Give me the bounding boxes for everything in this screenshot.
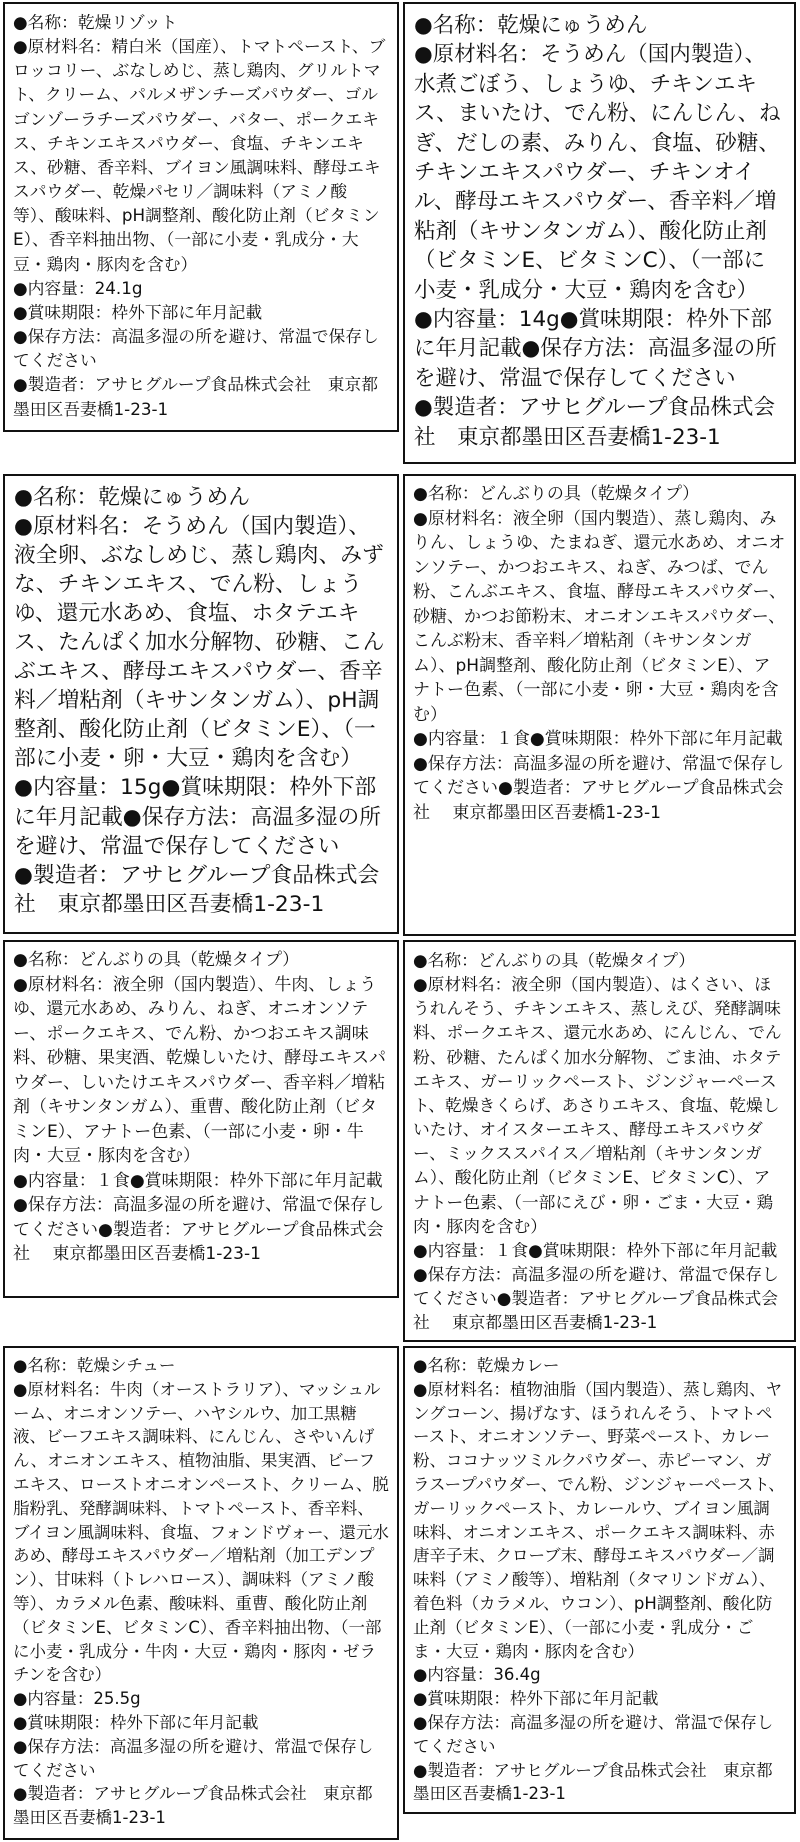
product-name: ●名称：乾燥にゅうめん [414,13,648,38]
label-card-donburi-oyako [403,474,796,936]
net-content: ●内容量：36.4g [413,1665,541,1685]
label-card-dried-risotto [3,2,399,432]
product-name: ●名称：乾燥シチュー [13,1356,176,1375]
manufacturer: ●製造者：アサヒグループ食品株式会社 東京都墨田区吾妻橋1-23-1 [414,395,776,450]
ingredients: ●原材料名：植物油脂（国内製造）、蒸し鶏肉、ヤングコーン、揚げなす、ほうれんそう、トマトペースト、オニオンソテー、野菜ペースト、カレー粉、ココナッツミルクパウダー、赤ピーマン、ガラスープパウダー、でん粉、ジンジャーペースト、ガーリックペースト、カレールウ、ブイヨン風調味料、オニオンエキス、ポークエキス調味料、赤唐辛子末、クローブ末、酵母エキスパウダー／調味料（アミノ酸等）、増粘剤（タマリンドガム）、着色料（カラメル、ウコン）、pH調整剤、酸化防止剤（ビタミンE）、（一部に小麦・乳成分・ごま・大豆・鶏肉・豚肉を含む） [413,1379,785,1661]
content-expiry-storage-manufacturer: ●内容量：１食●賞味期限：枠外下部に年月記載●保存方法：高温多湿の所を避け、常温で保存してください●製造者：アサヒグループ食品株式会社 東京都墨田区吾妻橋1-23-1 [413,729,785,823]
storage: ●保存方法：高温多湿の所を避け、常温で保存してください [13,326,379,371]
label-card-dried-nyumen-egg [3,474,399,934]
label-card-donburi-beef [3,940,399,1298]
product-name: ●名称：どんぶりの具（乾燥タイプ） [413,950,695,970]
best-before: ●賞味期限：枠外下部に年月記載 [13,301,263,322]
manufacturer: ●製造者：アサヒグループ食品株式会社 東京都墨田区吾妻橋1-23-1 [13,1784,373,1828]
content-expiry-storage-manufacturer: ●内容量：１食●賞味期限：枠外下部に年月記載●保存方法：高温多湿の所を避け、常温で保存してください●製造者：アサヒグループ食品株式会社 東京都墨田区吾妻橋1-23-1 [413,1239,779,1333]
label-card-donburi-chinese [403,940,796,1342]
manufacturer: ●製造者：アサヒグループ食品株式会社 東京都墨田区吾妻橋1-23-1 [14,862,380,917]
ingredients: ●原材料名：液全卵（国内製造）、はくさい、ほうれんそう、チキンエキス、蒸しえび、発酵調味料、ポークエキス、還元水あめ、にんじん、でん粉、砂糖、たんぱく加水分解物、ごま油、ホタテエキス、ガーリックペースト、ジンジャーペースト、乾燥きくらげ、あさりエキス、食塩、乾燥しいたけ、オイスターエキス、酵母エキスパウダー、ミックススパイス／増粘剤（キサンタンガム）、酸化防止剤（ビタミンE、ビタミンC）、アナトー色素、（一部にえび・卵・ごま・大豆・鶏肉・豚肉を含む） [413,974,782,1236]
content-expiry-storage: ●内容量：14g●賞味期限：枠外下部に年月記載●保存方法：高温多湿の所を避け、常温で保存してください [414,307,777,391]
product-name: ●名称：乾燥カレー [413,1356,560,1375]
storage: ●保存方法：高温多湿の所を避け、常温で保存してください [413,1712,774,1756]
ingredients: ●原材料名：液全卵（国内製造）、蒸し鶏肉、みりん、しょうゆ、たまねぎ、還元水あめ、オニオンソテー、かつおエキス、ねぎ、みつば、でん粉、こんぶエキス、食塩、酵母エキスパウダー、砂糖、かつお節粉末、オニオンエキスパウダー、こんぶ粉末、香辛料／増粘剤（キサンタンガム）、pH調整剤、酸化防止剤（ビタミンE）、アナトー色素、（一部に小麦・卵・大豆・鶏肉を含む） [413,508,786,725]
label-card-dried-nyumen-burdock [403,2,796,464]
ingredients: ●原材料名：液全卵（国内製造）、牛肉、しょうゆ、還元水あめ、みりん、ねぎ、オニオンソテー、ポークエキス、でん粉、かつおエキス調味料、砂糖、果実酒、乾燥しいたけ、酵母エキスパウダー、しいたけエキスパウダー、香辛料／増粘剤（キサンタンガム）、重曹、酸化防止剤（ビタミンE）、アナトー色素、（一部に小麦・卵・牛肉・大豆・豚肉を含む） [13,974,386,1166]
storage: ●保存方法：高温多湿の所を避け、常温で保存してください [13,1736,374,1780]
product-name: ●名称：乾燥リゾット [13,12,178,32]
product-name: ●名称：どんぶりの具（乾燥タイプ） [413,484,700,504]
ingredients: ●原材料名：そうめん（国内製造）、水煮ごぼう、しょうゆ、チキンエキス、まいたけ、でん粉、にんじん、ねぎ、だしの素、みりん、食塩、砂糖、チキンエキスパウダー、チキンオイル、酵母エキスパウダー、香辛料／増粘剤（キサンタンガム）、酸化防止剤（ビタミンE、ビタミンC）、（一部に小麦・乳成分・大豆・鶏肉を含む） [414,42,781,303]
label-card-dried-curry [403,1346,796,1814]
best-before: ●賞味期限：枠外下部に年月記載 [413,1689,659,1709]
net-content: ●内容量：24.1g [13,277,143,298]
content-expiry-storage-manufacturer: ●内容量：１食●賞味期限：枠外下部に年月記載●保存方法：高温多湿の所を避け、常温で保存してください●製造者：アサヒグループ食品株式会社 東京都墨田区吾妻橋1-23-1 [13,1170,385,1264]
best-before: ●賞味期限：枠外下部に年月記載 [13,1712,259,1732]
label-card-dried-stew [3,1346,399,1840]
manufacturer: ●製造者：アサヒグループ食品株式会社 東京都墨田区吾妻橋1-23-1 [13,374,379,419]
manufacturer: ●製造者：アサヒグループ食品株式会社 東京都墨田区吾妻橋1-23-1 [413,1760,773,1804]
ingredients: ●原材料名：精白米（国産）、トマトペースト、ブロッコリー、ぶなしめじ、蒸し鶏肉、グリルトマト、クリーム、パルメザンチーズパウダー、ゴルゴンゾーラチーズパウダー、バター、ポークエキス、チキンエキスパウダー、食塩、チキンエキス、砂糖、香辛料、ブイヨン風調味料、酵母エキスパウダー、乾燥パセリ／調味料（アミノ酸等）、酸味料、pH調整剤、酸化防止剤（ビタミンE）、香辛料抽出物、（一部に小麦・乳成分・大豆・鶏肉・豚肉を含む） [13,36,386,274]
ingredients: ●原材料名：そうめん（国内製造）、液全卵、ぶなしめじ、蒸し鶏肉、みずな、チキンエキス、でん粉、しょうゆ、還元水あめ、食塩、ホタテエキス、たんぱく加水分解物、砂糖、こんぶエキス、酵母エキスパウダー、香辛料／増粘剤（キサンタンガム）、pH調整剤、酸化防止剤（ビタミンE）、（一部に小麦・卵・大豆・鶏肉を含む） [14,514,385,772]
product-name: ●名称：乾燥にゅうめん [14,485,251,510]
product-name: ●名称：どんぶりの具（乾燥タイプ） [13,950,300,970]
content-expiry-storage: ●内容量：15g●賞味期限：枠外下部に年月記載●保存方法：高温多湿の所を避け、常温で保存してください [14,775,381,859]
ingredients: ●原材料名：牛肉（オーストラリア）、マッシュルーム、オニオンソテー、ハヤシルウ、加工黒糖液、ビーフエキス調味料、にんじん、さやいんげん、オニオンエキス、植物油脂、果実酒、ビーフエキス、ローストオニオンペースト、クリーム、脱脂粉乳、発酵調味料、トマトペースト、香辛料、ブイヨン風調味料、食塩、フォンドヴォー、還元水あめ、酵母エキスパウダー／増粘剤（加工デンプン）、甘味料（トレハロース）、調味料（アミノ酸等）、カラメル色素、酸味料、重曹、酸化防止剤（ビタミンE、ビタミンC）、香辛料抽出物、（一部に小麦・乳成分・牛肉・大豆・鶏肉・豚肉・ゼラチンを含む） [13,1379,389,1685]
net-content: ●内容量：25.5g [13,1689,141,1709]
